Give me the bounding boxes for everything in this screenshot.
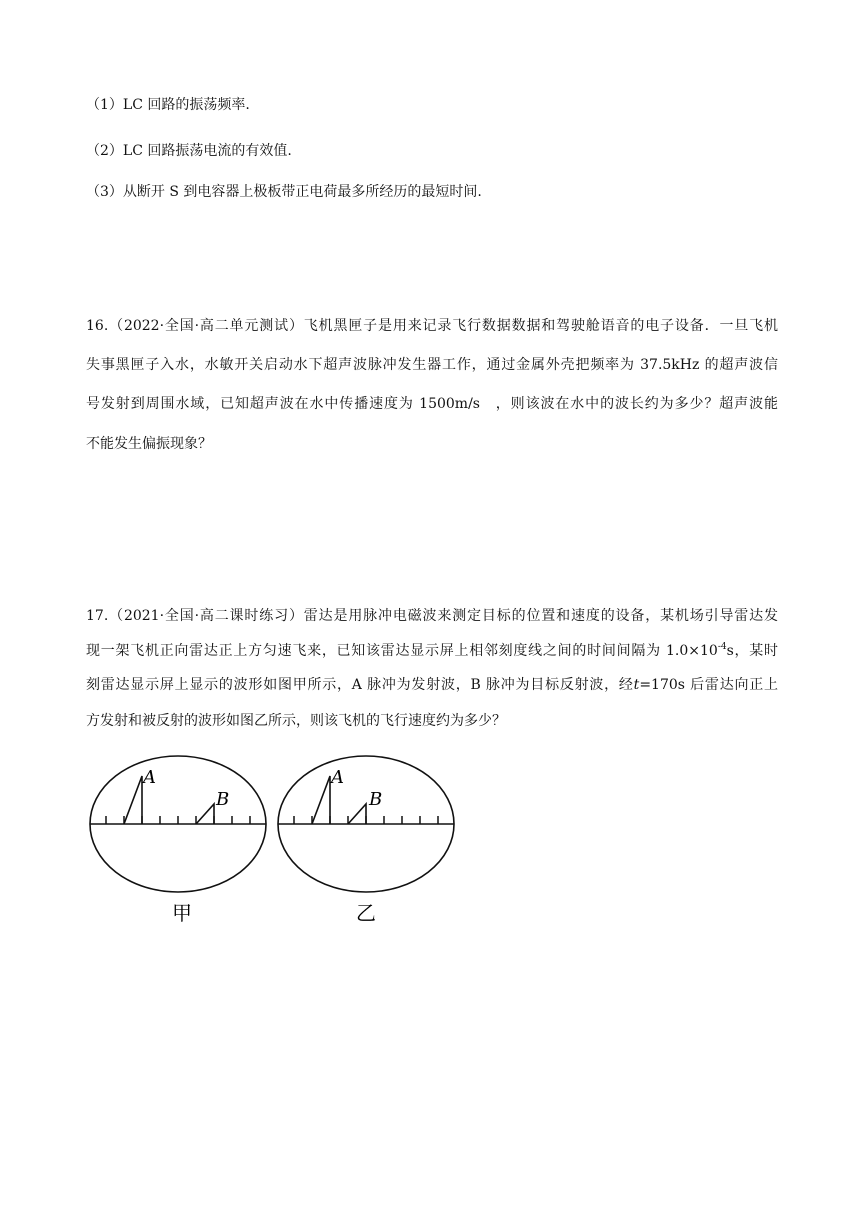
- q17-line1: 17.（2021·全国·高二课时练习）雷达是用脉冲电磁波来测定目标的位置和速度的设备，某机场引导雷达发: [86, 608, 778, 624]
- q17-line3: [86, 675, 778, 695]
- label-a-right: A: [331, 767, 344, 788]
- label-a-left: A: [143, 767, 156, 788]
- radar-screen-left: [90, 756, 266, 892]
- q17-line2: [86, 641, 778, 661]
- label-b-right: B: [369, 789, 383, 810]
- figure-label-jia: 甲: [172, 901, 192, 925]
- q17-line2-text-b: s，某时: [726, 643, 778, 659]
- pulse-b-right: [348, 804, 366, 824]
- q17-line3-text-a: 刻雷达显示屏上显示的波形如图甲所示，A 脉冲为发射波，B 脉冲为目标反射波，经: [86, 677, 634, 693]
- pulse-a-left: [124, 776, 142, 824]
- pulse-b-left: [196, 804, 214, 824]
- q16-line4: 不能发生偏振现象？: [86, 436, 212, 452]
- q15-sub2: （2）LC 回路振荡电流的有效值.: [86, 143, 292, 159]
- label-b-left: B: [216, 789, 230, 810]
- q16-line1: 16.（2022·全国·高二单元测试）飞机黑匣子是用来记录飞行数据数据和驾驶舱语音的电子设备．一旦飞机: [86, 318, 778, 334]
- q16-line3: 号发射到周围水域，已知超声波在水中传播速度为 1500m/s ，则该波在水中的波长约为多少？超声波能: [86, 396, 778, 412]
- q17-exponent: -4: [717, 642, 727, 652]
- radar-screen-right: [278, 756, 454, 892]
- q15-sub1: （1）LC 回路的振荡频率.: [86, 97, 250, 113]
- q17-time-symbol: t: [633, 677, 640, 693]
- q17-line4: 方发射和被反射的波形如图乙所示，则该飞机的飞行速度约为多少？: [86, 713, 506, 729]
- radar-figure: [86, 752, 470, 942]
- q17-line3-text-b: =170s 后雷达向正上: [639, 677, 778, 693]
- figure-label-yi: 乙: [356, 901, 376, 925]
- q15-sub3: （3）从断开 S 到电容器上极板带正电荷最多所经历的最短时间.: [86, 184, 482, 200]
- ticks-left: [106, 816, 250, 824]
- q17-line2-text-a: 现一架飞机正向雷达正上方匀速飞来，已知该雷达显示屏上相邻刻度线之间的时间间隔为 1.0×10: [86, 643, 718, 659]
- pulse-a-right: [312, 776, 330, 824]
- q16-line2: 失事黑匣子入水，水敏开关启动水下超声波脉冲发生器工作，通过金属外壳把频率为 37.5kHz 的超声波信: [86, 357, 778, 373]
